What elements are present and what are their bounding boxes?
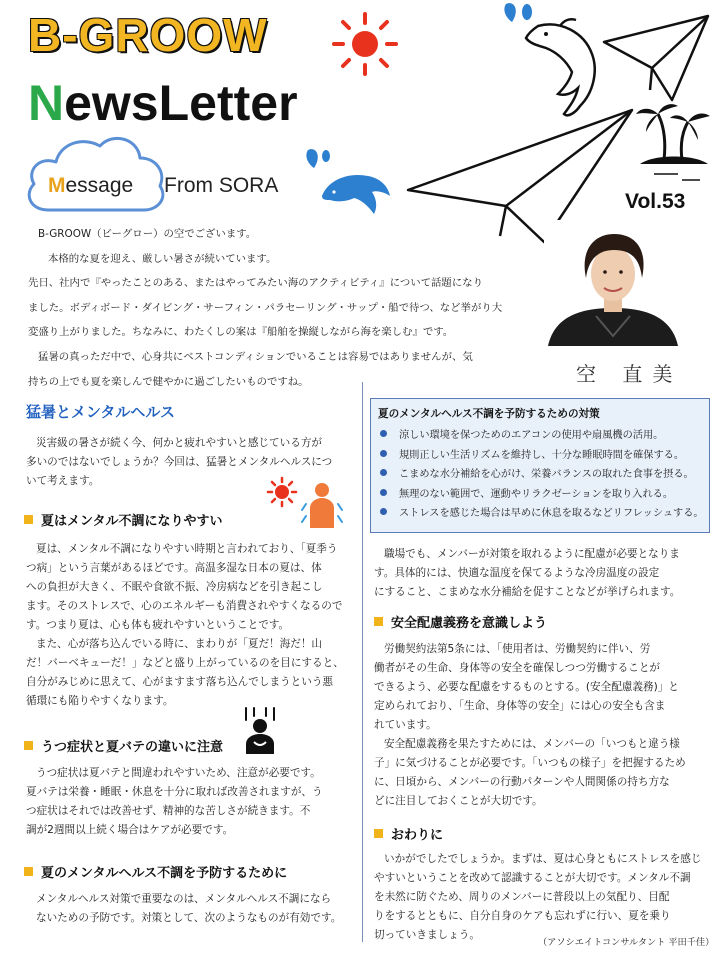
tips-box-title: 夏のメンタルヘルス不調を予防するための対策 [378, 408, 600, 420]
section-heading [374, 824, 443, 843]
body-line: 夏バテは栄養・睡眠・休息を十分に取れば改善されますが、う [26, 786, 323, 798]
square-bullet [24, 515, 33, 524]
section-body [26, 540, 360, 711]
body-line: に、日頃から、メンバーの行動パターンや人間関係の持ち方な [374, 776, 670, 788]
section-body [374, 850, 710, 945]
palm-island-icon [634, 96, 714, 184]
body-line: への負担が大きく、不眠や食欲不振、冷房病などを引き起こし [26, 581, 323, 593]
intro-line: 変盛り上がりました。ちなみに、わたくしの案は『船舶を操縦しながら海を楽しむ』です。 [28, 326, 454, 339]
article-intro-line: 災害級の暑さが続く今、何かと疲れやすいと感じている方が [36, 437, 323, 449]
dolphin-icon [520, 14, 610, 120]
intro-line: 持ちの上でも夏を楽しんで健やかに過ごしたいものですね。 [28, 375, 309, 388]
body-line: やすいということを改めて認識することが大切です。メンタル不調 [374, 872, 691, 884]
article-heading: 猛暑とメンタルヘルス [26, 403, 175, 421]
body-line: れています。 [374, 719, 437, 731]
title-initial: N [28, 75, 65, 131]
list-item [380, 465, 704, 485]
intro-line: 先日、社内で『やったことのある、またはやってみたい海のアクティビティ』について話題になり [28, 277, 483, 290]
body-line: うつ症状は夏バテと間違われやすいため、注意が必要です。 [36, 767, 321, 779]
tips-list [380, 426, 704, 524]
list-item-text: 無理のない範囲で、運動やリラクゼーションを取り入れる。 [399, 488, 674, 500]
article-intro-line: 多いのではないでしょうか？今回は、猛暑とメンタルヘルスにつ [26, 456, 333, 468]
body-line: にすること、こまめな水分補給を促すことなどが挙げられます。 [374, 586, 681, 598]
bullet-dot [380, 489, 387, 496]
author-portrait [544, 220, 682, 346]
body-line: す。つまり夏は、心も体も疲れやすいということです。 [26, 619, 290, 631]
body-line: できるよう、必要な配慮をするものとする。(安全配慮義務)」と [374, 681, 679, 693]
message-initial: M [48, 174, 66, 197]
cloud-icon [20, 128, 170, 214]
hot-person-icon [266, 476, 346, 530]
body-line: いかがでしたでしょうか。まずは、夏は心身ともにストレスを感じ [384, 853, 702, 865]
body-line: どに注目しておくことが大切です。 [374, 795, 543, 807]
body-line: 子」に気づけることが必要です。「いつもの様子」を把握するため [374, 757, 686, 769]
section-body [374, 640, 710, 811]
section-heading [24, 510, 222, 529]
column-divider [362, 382, 363, 942]
list-item-text: 涼しい環境を保つためのエアコンの使用や扇風機の活用。 [399, 430, 664, 441]
body-line: 循環にも陥りやすくなります。 [26, 695, 174, 707]
body-line: を未然に防ぐため、周りのメンバーに普段以上の気配り、目配 [374, 891, 670, 903]
body-line: メンタルヘルス対策で重要なのは、メンタルヘルス不調になら [36, 893, 332, 905]
body-line: りをするとともに、自分自身のケアも忘れずに行い、夏を乗り [374, 910, 671, 922]
section-heading-text: うつ症状と夏バテの違いに注意 [41, 740, 224, 755]
section-body [26, 764, 360, 840]
paper-plane-icon [600, 12, 712, 104]
body-line: だ！バーベキューだ！」などと盛り上がっているのを目にすると、 [26, 657, 344, 669]
section-heading [24, 862, 287, 881]
section-heading-text: 夏のメンタルヘルス不調を予防するために [41, 866, 288, 881]
body-line: ないための予防です。対策として、次のようなものが有効です。 [36, 912, 342, 924]
title-line2 [28, 74, 298, 132]
sun-icon [330, 12, 400, 76]
body-line: 定められており、「生命、身体等の安全」には心の安全も含ま [374, 700, 666, 712]
list-item-text: 規則正しい生活リズムを維持し、十分な睡眠時間を確保する。 [399, 449, 685, 461]
bullet-dot [380, 450, 387, 457]
square-bullet [24, 741, 33, 750]
title-rest: ewsLetter [64, 75, 298, 131]
depressed-person-icon [240, 706, 280, 754]
title-line1: B-GROOW [28, 9, 268, 61]
intro-line: 本格的な夏を迎え、厳しい暑さが続いています。 [48, 252, 277, 265]
section-heading-text: 安全配慮義務を意識しよう [391, 616, 548, 631]
section-body [26, 890, 360, 928]
author-credit: （アソシエイトコンサルタント 平田千佳） [538, 937, 715, 948]
body-line: つ症状はそれでは改善せず、精神的な苦しさが続きます。不 [26, 805, 311, 817]
body-line: 職場でも、メンバーが対策を取れるように配慮が必要となりま [384, 548, 680, 560]
bullet-dot [380, 430, 387, 437]
section-heading [374, 612, 547, 631]
body-line: 働者がその生命、身体等の安全を確保しつつ労働することが [374, 662, 661, 674]
dolphin-icon [318, 160, 394, 220]
intro-message [28, 222, 528, 394]
square-bullet [374, 617, 383, 626]
body-line: 切っていきましょう。 [374, 929, 480, 941]
body-line: 調が2週間以上続く場合はケアが必要です。 [26, 824, 234, 836]
square-bullet [374, 829, 383, 838]
bullet-dot [380, 508, 387, 515]
body-line: つ病」という言葉があるほどです。高温多湿な日本の夏は、体 [26, 562, 322, 574]
list-item [380, 485, 704, 505]
body-line: 夏は、メンタル不調になりやすい時期と言われており、「夏季う [36, 543, 338, 555]
bullet-dot [380, 469, 387, 476]
list-item-text: ストレスを感じた場合は早めに休息を取るなどリフレッシュする。 [399, 508, 704, 520]
message-label [48, 174, 133, 198]
signature: 空 直美 [576, 362, 683, 386]
section-heading-text: 夏はメンタル不調になりやすい [41, 514, 223, 529]
body-line: す。具体的には、快適な温度を保てるような冷房温度の設定 [374, 567, 660, 579]
square-bullet [24, 867, 33, 876]
body-line: ます。そのストレスで、心のエネルギーも消費されやすくなるので [26, 600, 343, 612]
intro-line: B-GROOW（ビーグロー）の空でございます。 [38, 228, 257, 240]
body-line: 労働契約法第5条には、「使用者は、労働契約に伴い、労 [384, 643, 651, 655]
body-line: 安全配慮義務を果たすためには、メンバーの「いつもと違う様 [384, 738, 680, 750]
from-label: From SORA [164, 174, 279, 197]
body-line: また、心が落ち込んでいる時に、まわりが「夏だ！海だ！山 [36, 638, 323, 650]
section-body [374, 545, 710, 602]
list-item [380, 446, 704, 466]
list-item [380, 426, 704, 446]
body-line: 自分がみじめに思えて、心がますます落ち込んでしまうという悪 [26, 676, 334, 688]
intro-line: ました。ボディボード・ダイビング・サーフィン・パラセーリング・サップ・船で待つ、など挙がり大 [28, 301, 503, 314]
article-intro-line: いて考えます。 [26, 475, 100, 487]
section-heading [24, 736, 223, 755]
message-rest: essage [65, 174, 134, 197]
list-item [380, 504, 704, 524]
section-heading-text: おわりに [391, 828, 444, 843]
volume-label: Vol.53 [625, 190, 686, 213]
intro-line: 猛暑の真っただ中で、心身共にベストコンディションでいることは容易ではありませんが、気 [38, 350, 473, 363]
list-item-text: こまめな水分補給を心がけ、栄養バランスの取れた食事を摂る。 [399, 469, 694, 481]
